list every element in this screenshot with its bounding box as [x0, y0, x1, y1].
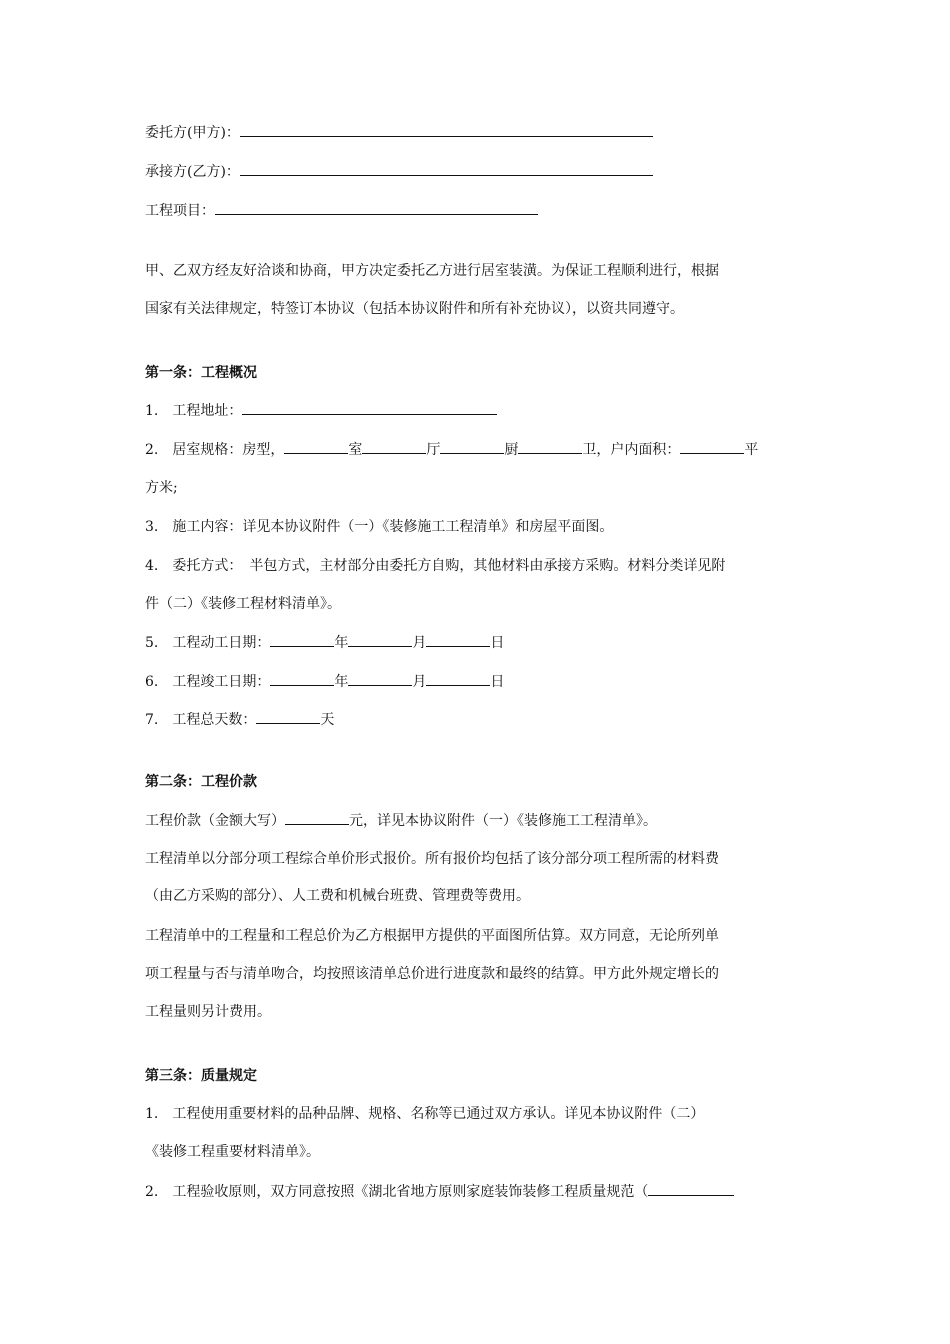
article3-item1-line2: 《装修工程重要材料清单》。 — [145, 1144, 320, 1160]
start-day-unit: 日 — [490, 635, 505, 651]
party-b-label: 承接方(乙方)： — [145, 164, 240, 180]
hall-unit: 厅 — [426, 442, 441, 458]
article1-item1 — [145, 400, 497, 420]
party-a-line — [145, 122, 653, 142]
area-unit-a: 平 — [744, 442, 759, 458]
party-b-line — [145, 161, 653, 181]
price-label: 工程价款（金额大写） — [145, 813, 285, 829]
start-month-blank[interactable] — [348, 632, 412, 647]
bath-count-blank[interactable] — [518, 439, 582, 454]
acceptance-label: 2. 工程验收原则，双方同意按照《湖北省地方原则家庭装饰装修工程质量规范（ — [145, 1184, 649, 1200]
acceptance-blank[interactable] — [648, 1181, 734, 1196]
article1-item6 — [145, 671, 504, 691]
start-year-unit: 年 — [334, 635, 349, 651]
article2-p3-line3: 工程量则另计费用。 — [145, 1004, 271, 1020]
end-day-unit: 日 — [490, 674, 505, 690]
kitchen-unit: 厨 — [504, 442, 519, 458]
party-b-blank[interactable] — [240, 161, 653, 176]
room-unit: 室 — [348, 442, 363, 458]
article2-p1 — [145, 810, 657, 830]
address-label: 1. 工程地址： — [145, 403, 243, 419]
end-month-blank[interactable] — [348, 671, 412, 686]
article2-p3-line1: 工程清单中的工程量和工程总价为乙方根据甲方提供的平面图所估算。双方同意，无论所列单 — [145, 928, 719, 944]
article1-item4-line1: 4. 委托方式： 半包方式，主材部分由委托方自购，其他材料由承接方采购。材料分类详见附 — [145, 558, 726, 574]
party-a-blank[interactable] — [240, 122, 653, 137]
project-label: 工程项目： — [145, 203, 215, 219]
end-date-label: 6. 工程竣工日期： — [145, 674, 271, 690]
area-blank[interactable] — [680, 439, 744, 454]
article1-item4-line2: 件（二）《装修工程材料清单》。 — [145, 596, 341, 612]
article2-p2-line1: 工程清单以分部分项工程综合单价形式报价。所有报价均包括了该分部分项工程所需的材料费 — [145, 851, 719, 867]
project-line — [145, 200, 538, 220]
article3-heading: 第三条：质量规定 — [145, 1068, 257, 1084]
total-days-label: 7. 工程总天数： — [145, 712, 257, 728]
total-days-blank[interactable] — [256, 709, 320, 724]
start-day-blank[interactable] — [426, 632, 490, 647]
room-spec-label: 2. 居室规格：房型， — [145, 442, 285, 458]
intro-line-1: 甲、乙双方经友好洽谈和协商，甲方决定委托乙方进行居室装潢。为保证工程顺利进行，根据 — [145, 263, 719, 279]
article2-p2-line2: （由乙方采购的部分）、人工费和机械台班费、管理费等费用。 — [145, 888, 530, 904]
address-blank[interactable] — [242, 400, 497, 415]
project-blank[interactable] — [215, 200, 538, 215]
end-year-blank[interactable] — [270, 671, 334, 686]
start-year-blank[interactable] — [270, 632, 334, 647]
price-blank[interactable] — [285, 810, 349, 825]
intro-line-2: 国家有关法律规定，特签订本协议（包括本协议附件和所有补充协议），以资共同遵守。 — [145, 301, 684, 317]
article1-item2-cont: 方米; — [145, 480, 178, 496]
end-month-unit: 月 — [412, 674, 427, 690]
article3-item2 — [145, 1181, 734, 1201]
start-date-label: 5. 工程动工日期： — [145, 635, 271, 651]
price-rest: 元，详见本协议附件（一）《装修施工工程清单》。 — [349, 813, 657, 829]
end-day-blank[interactable] — [426, 671, 490, 686]
article3-item1-line1: 1. 工程使用重要材料的品种品牌、规格、名称等已通过双方承认。详见本协议附件（二） — [145, 1106, 705, 1122]
article1-item5 — [145, 632, 504, 652]
bath-area-label: 卫，户内面积： — [582, 442, 681, 458]
total-days-unit: 天 — [320, 712, 335, 728]
hall-count-blank[interactable] — [362, 439, 426, 454]
room-count-blank[interactable] — [284, 439, 348, 454]
article2-heading: 第二条：工程价款 — [145, 774, 257, 790]
end-year-unit: 年 — [334, 674, 349, 690]
start-month-unit: 月 — [412, 635, 427, 651]
party-a-label: 委托方(甲方)： — [145, 125, 240, 141]
kitchen-count-blank[interactable] — [440, 439, 504, 454]
article1-item7 — [145, 709, 334, 729]
article1-item2 — [145, 439, 758, 459]
article1-heading: 第一条：工程概况 — [145, 365, 257, 381]
article1-item3: 3. 施工内容：详见本协议附件（一）《装修施工工程清单》和房屋平面图。 — [145, 519, 614, 535]
article2-p3-line2: 项工程量与否与清单吻合，均按照该清单总价进行进度款和最终的结算。甲方此外规定增长的 — [145, 966, 719, 982]
